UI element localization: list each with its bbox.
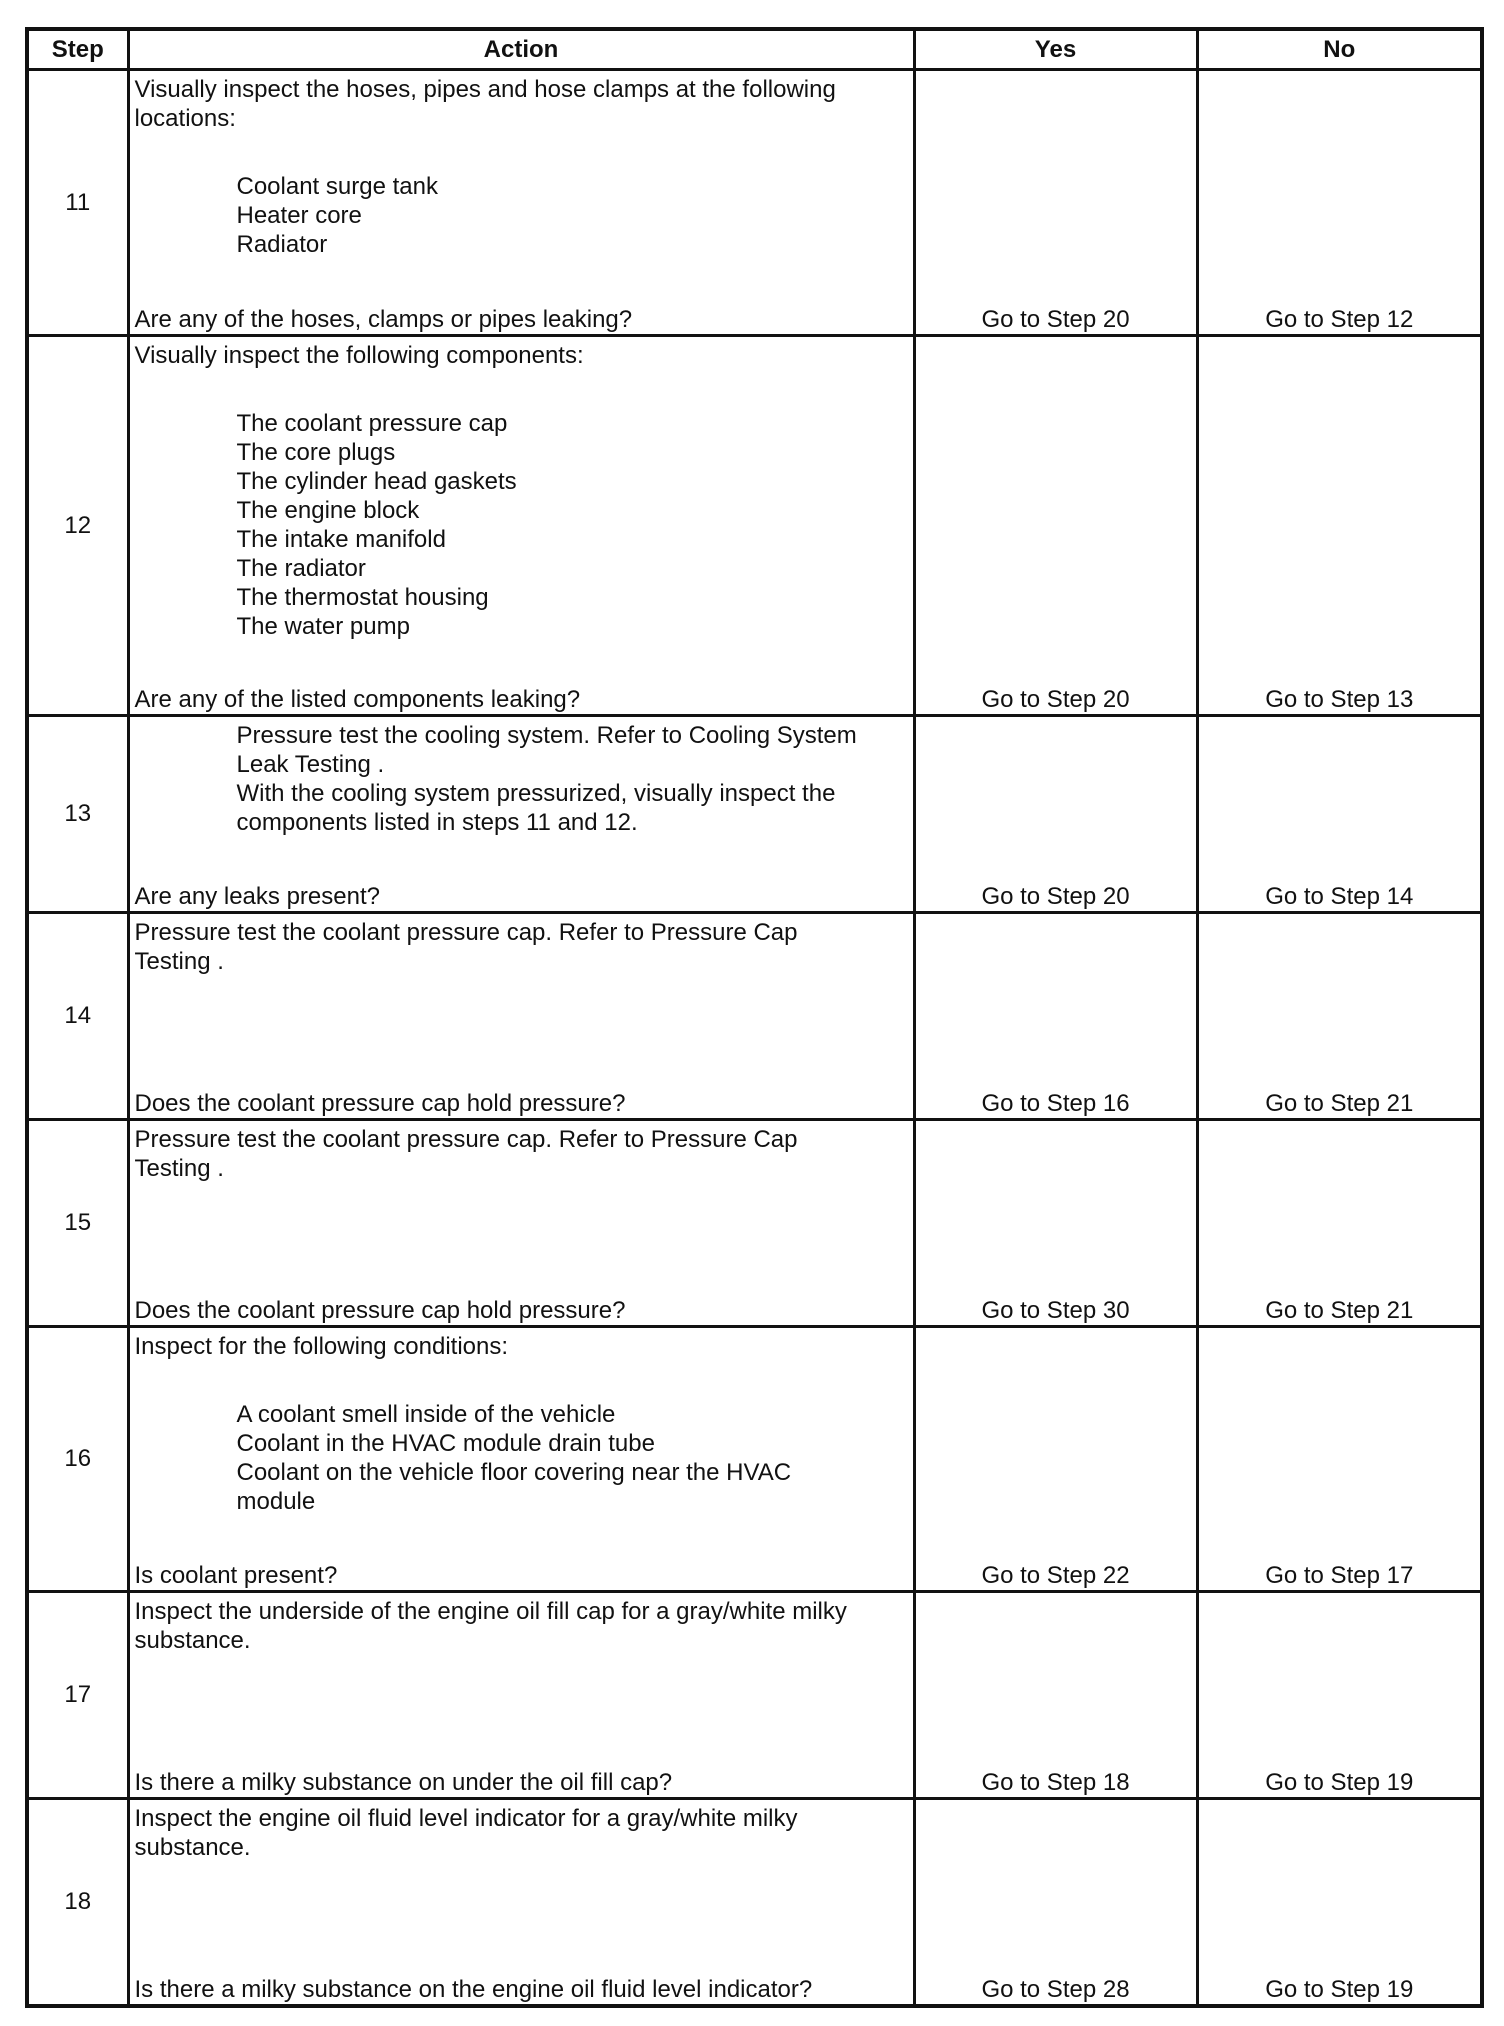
step-number: 17	[27, 1592, 128, 1799]
yes-outcome	[914, 716, 1197, 913]
list-item: The thermostat housing	[236, 584, 489, 611]
no-outcome-text: Go to Step 19	[1265, 1769, 1414, 1796]
action-intro: Inspect the engine oil fluid level indicator for a gray/white milky substance.	[134, 1805, 798, 1861]
list-item: The radiator	[236, 555, 366, 582]
no-outcome	[1197, 913, 1482, 1120]
table-row	[27, 336, 1482, 716]
table-row	[27, 1799, 1482, 2007]
no-outcome	[1197, 1120, 1482, 1327]
table-row	[27, 1327, 1482, 1592]
action-intro: Pressure test the coolant pressure cap. Refer to Pressure Cap Testing .	[134, 919, 798, 975]
action-cell	[128, 1327, 914, 1592]
yes-outcome-text: Go to Step 18	[981, 1769, 1130, 1796]
yes-outcome	[914, 70, 1197, 336]
action-item-list	[130, 721, 913, 837]
yes-outcome	[914, 1120, 1197, 1327]
action-intro: Inspect the underside of the engine oil fill cap for a gray/white milky substance.	[134, 1598, 847, 1654]
step-number: 15	[27, 1120, 128, 1327]
yes-outcome	[914, 336, 1197, 716]
yes-outcome	[914, 1592, 1197, 1799]
table-row	[27, 913, 1482, 1120]
list-item: The cylinder head gaskets	[236, 468, 517, 495]
step-number: 18	[27, 1799, 128, 2007]
action-item-list	[130, 172, 913, 259]
table-row	[27, 1120, 1482, 1327]
no-outcome	[1197, 716, 1482, 913]
action-cell	[128, 336, 914, 716]
yes-outcome-text: Go to Step 22	[981, 1562, 1130, 1589]
list-item: The coolant pressure cap	[236, 410, 508, 437]
list-item: The core plugs	[236, 439, 396, 466]
step-number: 13	[27, 716, 128, 913]
action-question: Does the coolant pressure cap hold pressure?	[134, 1297, 626, 1324]
action-question: Are any of the hoses, clamps or pipes leaking?	[134, 306, 633, 333]
yes-outcome	[914, 913, 1197, 1120]
list-item: The water pump	[236, 613, 410, 640]
list-item: Coolant in the HVAC module drain tube	[236, 1430, 655, 1457]
list-item: Coolant on the vehicle floor covering near the HVAC module	[236, 1459, 792, 1515]
list-item: Pressure test the cooling system. Refer to Cooling System Leak Testing .	[236, 722, 857, 778]
no-outcome-text: Go to Step 21	[1265, 1090, 1414, 1117]
action-question: Are any of the listed components leaking?	[134, 686, 581, 713]
yes-outcome-text: Go to Step 20	[981, 306, 1130, 333]
header-no: No	[1197, 29, 1482, 70]
step-number: 12	[27, 336, 128, 716]
action-question: Is there a milky substance on the engine oil fluid level indicator?	[134, 1976, 813, 2003]
action-question: Is coolant present?	[134, 1562, 338, 1589]
action-question: Does the coolant pressure cap hold pressure?	[134, 1090, 626, 1117]
action-intro: Visually inspect the following components:	[134, 342, 584, 369]
header-step: Step	[27, 29, 128, 70]
action-cell	[128, 913, 914, 1120]
no-outcome-text: Go to Step 12	[1265, 306, 1414, 333]
action-item-list	[130, 409, 913, 641]
action-question: Are any leaks present?	[134, 883, 380, 910]
step-number: 11	[27, 70, 128, 336]
list-item: The engine block	[236, 497, 420, 524]
yes-outcome-text: Go to Step 20	[981, 686, 1130, 713]
list-item: Heater core	[236, 202, 362, 229]
action-intro: Inspect for the following conditions:	[134, 1333, 509, 1360]
step-number: 16	[27, 1327, 128, 1592]
list-item: With the cooling system pressurized, visually inspect the components listed in steps 11 and 12.	[236, 780, 836, 836]
header-yes: Yes	[914, 29, 1197, 70]
no-outcome	[1197, 1799, 1482, 2007]
action-cell	[128, 716, 914, 913]
table-row	[27, 1592, 1482, 1799]
list-item: The intake manifold	[236, 526, 446, 553]
action-cell	[128, 1799, 914, 2007]
list-item: A coolant smell inside of the vehicle	[236, 1401, 616, 1428]
header-row	[27, 29, 1482, 70]
no-outcome	[1197, 1592, 1482, 1799]
no-outcome-text: Go to Step 21	[1265, 1297, 1414, 1324]
header-action: Action	[128, 29, 914, 70]
yes-outcome	[914, 1327, 1197, 1592]
action-cell	[128, 70, 914, 336]
yes-outcome-text: Go to Step 16	[981, 1090, 1130, 1117]
no-outcome-text: Go to Step 17	[1265, 1562, 1414, 1589]
yes-outcome	[914, 1799, 1197, 2007]
action-cell	[128, 1120, 914, 1327]
step-number: 14	[27, 913, 128, 1120]
no-outcome	[1197, 336, 1482, 716]
yes-outcome-text: Go to Step 30	[981, 1297, 1130, 1324]
list-item: Radiator	[236, 231, 328, 258]
no-outcome-text: Go to Step 19	[1265, 1976, 1414, 2003]
no-outcome	[1197, 70, 1482, 336]
action-cell	[128, 1592, 914, 1799]
diagnostic-table	[25, 27, 1484, 2008]
action-question: Is there a milky substance on under the oil fill cap?	[134, 1769, 673, 1796]
yes-outcome-text: Go to Step 28	[981, 1976, 1130, 2003]
table-row	[27, 70, 1482, 336]
action-intro: Visually inspect the hoses, pipes and hose clamps at the following locations:	[134, 76, 836, 132]
no-outcome-text: Go to Step 14	[1265, 883, 1414, 910]
yes-outcome-text: Go to Step 20	[981, 883, 1130, 910]
no-outcome	[1197, 1327, 1482, 1592]
action-item-list	[130, 1400, 913, 1516]
table-row	[27, 716, 1482, 913]
no-outcome-text: Go to Step 13	[1265, 686, 1414, 713]
list-item: Coolant surge tank	[236, 173, 438, 200]
action-intro: Pressure test the coolant pressure cap. Refer to Pressure Cap Testing .	[134, 1126, 798, 1182]
